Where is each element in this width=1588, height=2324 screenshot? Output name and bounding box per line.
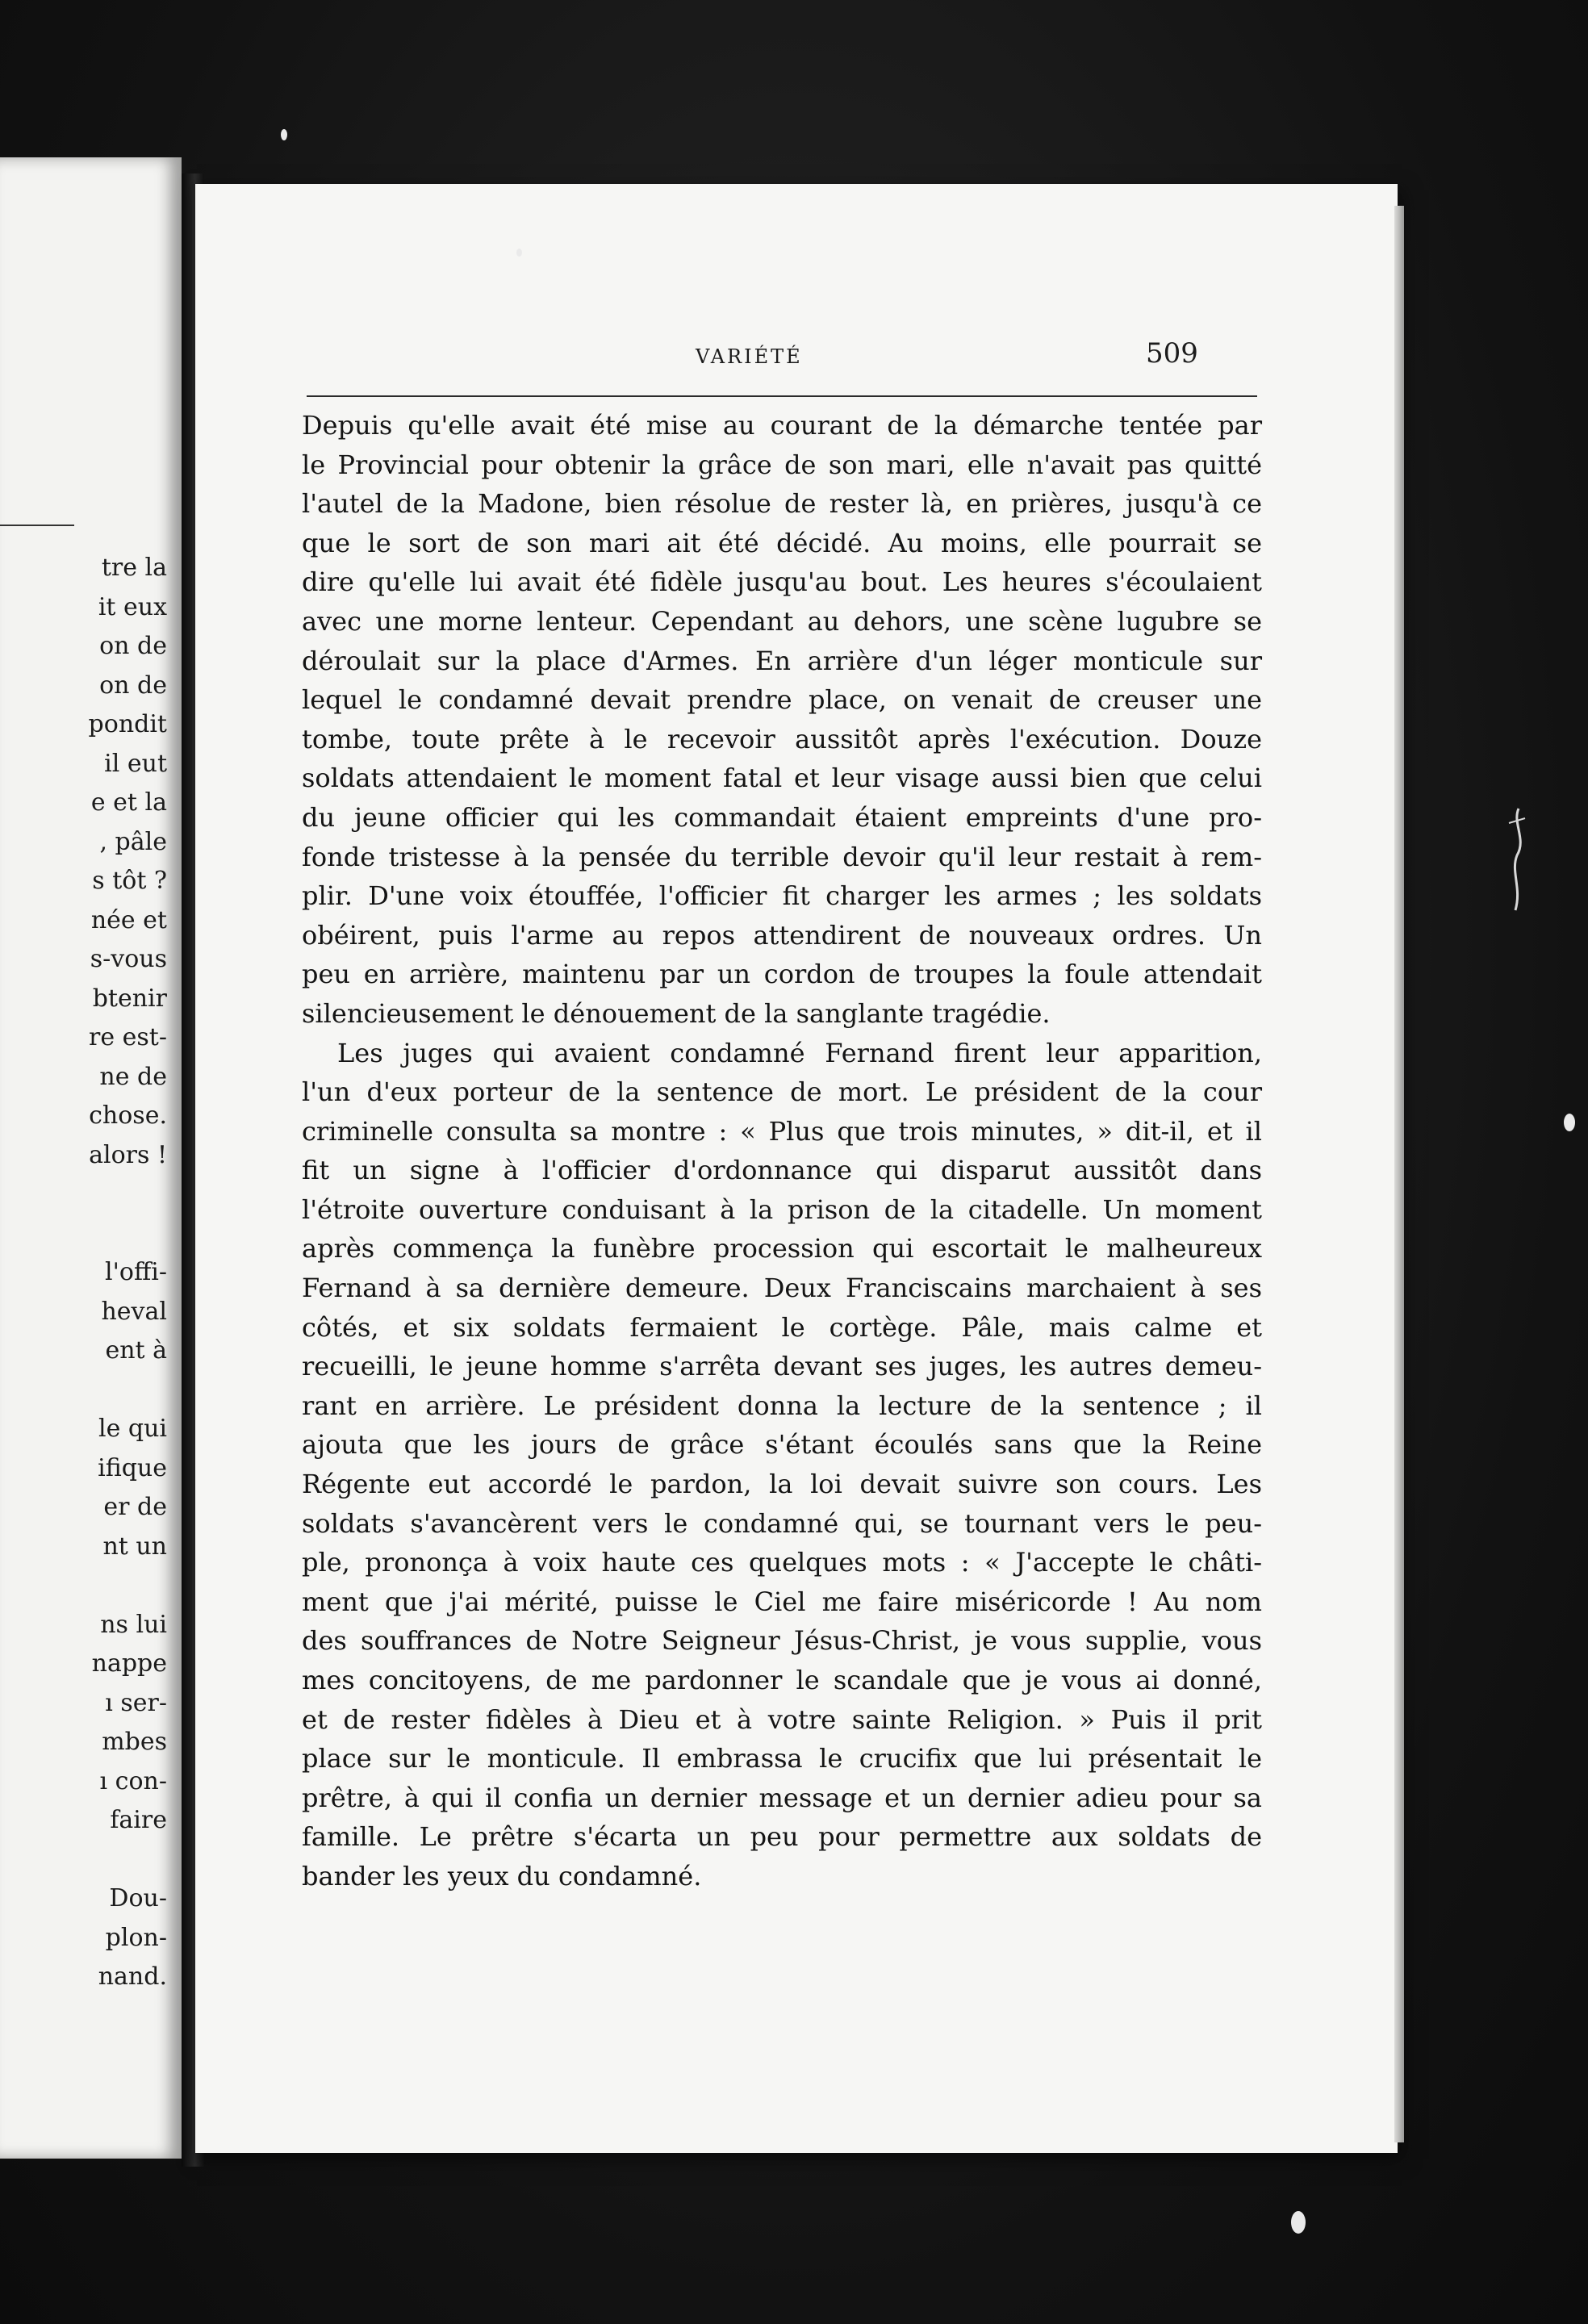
dust-speck	[281, 129, 287, 140]
left-page-line: ifique	[98, 1453, 167, 1482]
dust-speck	[1291, 2211, 1306, 2234]
left-page-line: née et	[90, 905, 167, 934]
body-line: silencieusement le dénouement de la sanglante tragédie.	[302, 997, 1051, 1029]
left-page-line: il eut	[104, 749, 167, 778]
body-line: l'un d'eux porteur de la sentence de mort. Le président de la cour	[302, 1076, 1262, 1108]
body-line: Fernand à sa dernière demeure. Deux Franciscains marchaient à ses	[302, 1273, 1262, 1304]
body-line: déroulait sur la place d'Armes. En arrière d'un léger monticule sur	[302, 645, 1262, 676]
body-line: bander les yeux du condamné.	[302, 1860, 702, 1891]
body-line: recueilli, le jeune homme s'arrêta devant ses juges, les autres demeu-	[302, 1351, 1262, 1382]
left-page-line: Dou-	[109, 1884, 167, 1912]
left-page-line: it eux	[98, 592, 167, 621]
page-edge	[1394, 206, 1404, 2142]
body-line: peu en arrière, maintenu par un cordon de troupes la foule attendait	[302, 959, 1262, 990]
left-page-gap	[6, 1566, 167, 1606]
body-line: côtés, et six soldats fermaient le cortège. Pâle, mais calme et	[302, 1311, 1262, 1343]
body-line: ment que j'ai mérité, puisse le Ciel me faire miséricorde ! Au nom	[302, 1586, 1262, 1617]
dust-speck	[516, 249, 522, 257]
body-line: prêtre, à qui il confia un dernier message et un dernier adieu pour sa	[302, 1782, 1262, 1813]
left-page-line: ı con-	[99, 1766, 167, 1795]
body-line: tombe, toute prête à le recevoir aussitôt après l'exécution. Douze	[302, 723, 1262, 754]
left-page-gap	[6, 1371, 167, 1411]
left-page-line: pondit	[88, 710, 167, 738]
body-line: Depuis qu'elle avait été mise au courant de la démarche tentée par	[302, 410, 1262, 441]
body-line: soldats attendaient le moment fatal et leur visage aussi bien que celui	[302, 763, 1262, 794]
left-page-line: alors !	[89, 1140, 167, 1169]
left-page-line: faire	[110, 1806, 167, 1834]
body-line: lequel le condamné devait prendre place, on venait de creuser une	[302, 684, 1262, 716]
body-line: criminelle consulta sa montre : « Plus que trois minutes, » dit-il, et il	[302, 1115, 1262, 1147]
body-line: du jeune officier qui les commandait étaient empreints d'une pro-	[302, 801, 1262, 833]
left-page-line: btenir	[92, 984, 167, 1013]
left-page-line: e et la	[90, 788, 167, 817]
left-page-line: heval	[101, 1297, 167, 1326]
body-line: soldats s'avancèrent vers le condamné qui, se tournant vers le peu-	[302, 1507, 1262, 1539]
left-page-gap	[6, 1214, 167, 1254]
margin-mark	[1502, 807, 1535, 912]
running-head-title: VARIÉTÉ	[696, 345, 803, 368]
left-page-line: on de	[99, 671, 167, 700]
body-text	[302, 406, 1262, 1896]
left-page-line: ne de	[99, 1062, 167, 1091]
left-page-line: ent à	[105, 1336, 167, 1365]
left-page-line: , pâle	[99, 827, 167, 856]
body-line: mes concitoyens, de me pardonner le scandale que je vous ai donné,	[302, 1665, 1262, 1695]
left-page-text	[6, 549, 167, 1997]
left-page-line: l'offi-	[105, 1258, 167, 1286]
body-line: ple, prononça à voix haute ces quelques mots : « J'accepte le châti-	[302, 1547, 1262, 1578]
body-line: place sur le monticule. Il embrassa le crucifix que lui présentait le	[302, 1743, 1262, 1774]
left-page-line: nt un	[102, 1532, 167, 1561]
header-rule	[307, 395, 1257, 397]
body-line: l'autel de la Madone, bien résolue de rester là, en prières, jusqu'à ce	[302, 488, 1262, 520]
left-page-line: nappe	[91, 1649, 167, 1678]
left-page-gap	[6, 1841, 167, 1880]
left-page-rule	[0, 525, 74, 526]
left-page-line: mbes	[102, 1728, 167, 1756]
body-line: après commença la funèbre procession qui escortait le malheureux	[302, 1233, 1262, 1264]
page-number: 509	[1146, 337, 1198, 370]
left-page-line: le qui	[98, 1415, 167, 1443]
body-line: avec une morne lenteur. Cependant au dehors, une scène lugubre se	[302, 605, 1262, 637]
left-page-line: chose.	[89, 1101, 167, 1130]
dust-speck	[1564, 1114, 1575, 1131]
body-line: ajouta que les jours de grâce s'étant écoulés sans que la Reine	[302, 1429, 1262, 1461]
left-page-line: plon-	[105, 1923, 167, 1952]
right-page	[192, 184, 1398, 2153]
body-line: rant en arrière. Le président donna la lecture de la sentence ; il	[302, 1390, 1262, 1421]
body-line: plir. D'une voix étouffée, l'officier fit charger les armes ; les soldats	[302, 880, 1262, 912]
body-line: Les juges qui avaient condamné Fernand firent leur apparition,	[337, 1037, 1262, 1068]
left-page-line: tre la	[101, 554, 167, 582]
left-facing-page	[0, 157, 182, 2159]
left-page-line: on de	[99, 632, 167, 660]
body-line: l'étroite ouverture conduisant à la prison de la citadelle. Un moment	[302, 1193, 1262, 1225]
left-page-gap	[6, 1175, 167, 1214]
body-line: Régente eut accordé le pardon, la loi devait suivre son cours. Les	[302, 1469, 1262, 1500]
left-page-line: nand.	[98, 1962, 167, 1991]
body-line: des souffrances de Notre Seigneur Jésus-Christ, je vous supplie, vous	[302, 1625, 1262, 1657]
left-page-line: ı ser-	[105, 1688, 167, 1717]
left-page-line: er de	[103, 1493, 167, 1521]
body-line: fonde tristesse à la pensée du terrible devoir qu'il leur restait à rem-	[302, 841, 1262, 872]
left-page-line: s tôt ?	[92, 867, 167, 895]
body-line: et de rester fidèles à Dieu et à votre sainte Religion. » Puis il prit	[302, 1703, 1262, 1735]
body-line: que le sort de son mari ait été décidé. Au moins, elle pourrait se	[302, 527, 1262, 558]
body-line: dire qu'elle lui avait été fidèle jusqu'au bout. Les heures s'écoulaient	[302, 566, 1262, 598]
running-head	[195, 337, 1398, 370]
left-page-line: re est-	[89, 1023, 167, 1051]
left-page-line: ns lui	[100, 1610, 167, 1639]
left-page-line: s-vous	[90, 945, 167, 973]
body-line: obéirent, puis l'arme au repos attendirent de nouveaux ordres. Un	[302, 919, 1262, 951]
body-line: le Provincial pour obtenir la grâce de son mari, elle n'avait pas quitté	[302, 449, 1262, 480]
body-line: fit un signe à l'officier d'ordonnance qui disparut aussitôt dans	[302, 1155, 1262, 1186]
body-line: famille. Le prêtre s'écarta un peu pour permettre aux soldats de	[302, 1821, 1262, 1853]
